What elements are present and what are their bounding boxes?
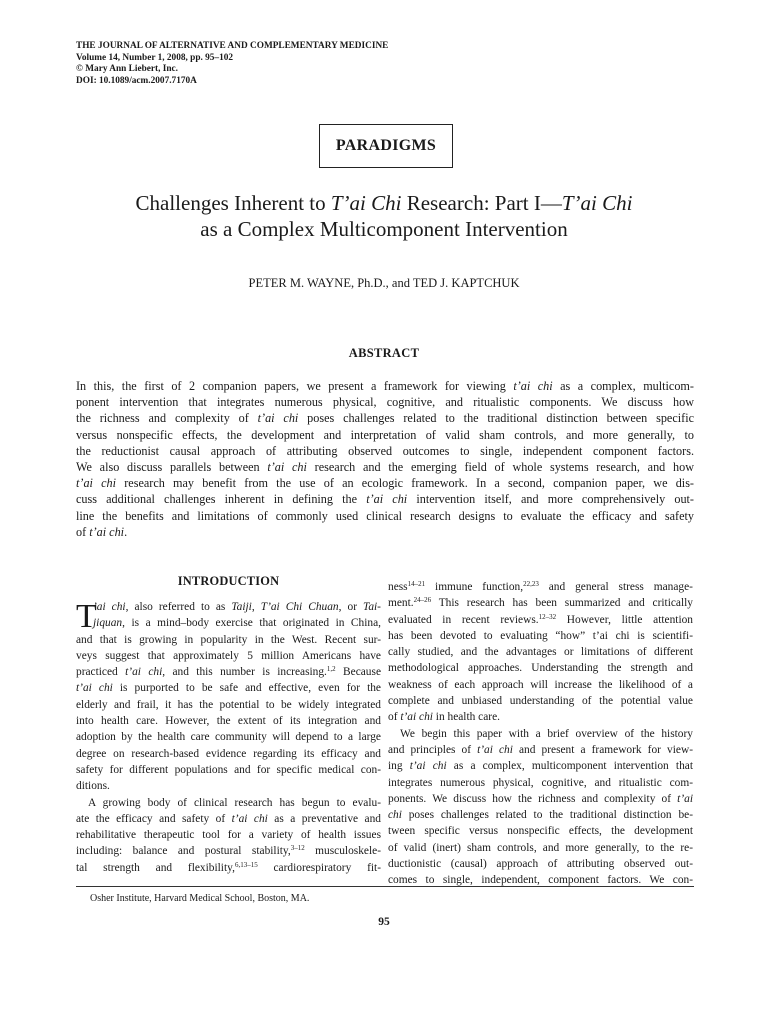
article-authors: PETER M. WAYNE, Ph.D., and TED J. KAPTCHUK <box>248 276 520 290</box>
page-number: 95 <box>378 916 390 928</box>
affiliation-footnote: Osher Institute, Harvard Medical School, Boston, MA. <box>90 893 310 904</box>
article-title: Challenges Inherent to T’ai Chi Research: Part I—T’ai Chi as a Complex Multicomponent Intervention <box>135 191 633 241</box>
left-column <box>76 573 381 876</box>
introduction-paragraph-1: T ’ai chi, also referred to as Taiji, T’ai Chi Chuan, or Tai- jiquan, is a mind–body exercise that originated in China, and that is growing in popularity in the West. Recent sur- veys suggest that approximately 5 million Americans have practiced t’ai chi, and this number is increasing.$^{1,2}$ Because t’ai chi is purported to be safe and effective, even for the elderly and frail, it has the potential to be widely integrated into health care. However, the extent of its integration and adoption by the health care community will depend to a large degree on research-based evidence regarding its efficacy and safety for different populations and for specific medical con- ditions. <box>76 598 381 793</box>
footnote-divider <box>76 886 694 887</box>
drop-cap: T <box>76 598 97 635</box>
introduction-paragraph-2: A growing body of clinical research has begun to evalu- ate the efficacy and safety of t’ai chi as a preventative and rehabilitative therapeutic tool for a variety of health issues including: balance and postural stability,$^{3-12}$ musculoskele- tal strength and flexibility,$^{6,13-15}$ cardiorespiratory fit- <box>76 796 381 874</box>
right-column <box>388 579 693 889</box>
journal-header <box>76 41 388 87</box>
introduction-heading: INTRODUCTION <box>177 574 280 588</box>
right-paragraph-1: ness$^{14-21}$ immune function,$^{22,23}$ and general stress manage- ment.$^{24-26}$ This research has been summarized and critically evaluated in recent reviews.$^{12-32}$ However, little attention has been devoted to evaluating “how” t’ai chi is scientifi- cally studied, and the advantages or limitations of different methodological approaches. Understanding the strength and weakness of each approach will increase the likelihood of a complete and unbiased understanding of the potential value of t’ai chi in health care. <box>388 580 693 724</box>
journal-doi: DOI: 10.1089/acm.2007.7170A <box>76 75 197 86</box>
abstract-text: In this, the first of 2 companion papers, we present a framework for viewing t’ai chi as a complex, multicom- ponent intervention that integrates numerous physical, cognitive, and ritualistic components. We discuss how the richness and complexity of t’ai chi poses challenges related to the traditional distinction between specific versus nonspecific effects, the development and interpretation of valid sham controls, and more generally, to the reductionist causal approach of attributing observed outcomes to single, independent component factors. We also discuss parallels between t’ai chi research and the emerging field of whole systems research, and how t’ai chi research may benefit from the use of an ecologic framework. In a second, companion paper, we dis- cuss additional challenges inherent in defining the t’ai chi intervention itself, and more comprehensively out- line the benefits and limitations of commonly used clinical research designs to evaluate the efficacy and safety of t’ai chi. <box>76 379 694 539</box>
abstract-heading: ABSTRACT <box>348 346 420 360</box>
journal-copyright: © Mary Ann Liebert, Inc. <box>76 64 178 75</box>
section-label: PARADIGMS <box>319 124 453 168</box>
journal-name: THE JOURNAL OF ALTERNATIVE AND COMPLEMENTARY MEDICINE <box>76 41 389 51</box>
journal-volume: Volume 14, Number 1, 2008, pp. 95–102 <box>76 52 234 63</box>
right-paragraph-2: We begin this paper with a brief overview of the history and principles of t’ai chi and present a framework for view- ing t’ai chi as a complex, multicomponent intervention that integrates numerous physical, cognitive, and ritualistic com- ponents. We discuss how the richness and complexity of t’ai chi poses challenges related to the traditional distinction be- tween specific versus nonspecific effects, the development of valid (inert) sham controls, and more generally, to the re- ductionistic (causal) approach of attributing observed out- comes to single, independent, component factors. We con- <box>388 727 693 887</box>
